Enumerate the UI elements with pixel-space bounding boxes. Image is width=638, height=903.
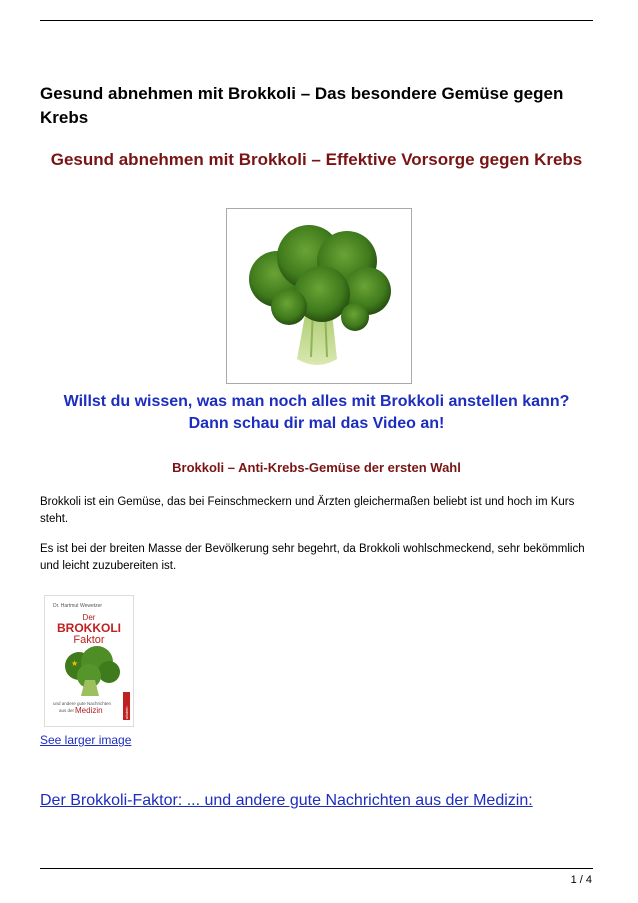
broccoli-photo	[226, 208, 412, 384]
page-number: 1 / 4	[570, 874, 592, 886]
book-title-link[interactable]: Der Brokkoli-Faktor: ... und andere gute Nachrichten aus der Medizin:	[40, 792, 533, 809]
video-cta-line-1: Willst du wissen, was man noch alles mit Brokkoli anstellen kann?	[63, 393, 570, 410]
book-cover	[45, 596, 133, 726]
star-icon: ★	[71, 659, 79, 668]
paragraph-2: Es ist bei der breiten Masse der Bevölkerung sehr begehrt, da Brokkoli wohlschmeckend, sehr bekömmlich und leicht zuzubereiten ist.	[40, 543, 585, 572]
see-larger-image-link[interactable]: See larger image	[40, 733, 132, 747]
broccoli-image	[227, 209, 411, 383]
book-title-line-1: Der	[82, 613, 96, 622]
book-tagline-line-1: und andere gute Nachrichten	[53, 701, 112, 706]
book-title-line-3: Faktor	[73, 634, 105, 646]
header-rule	[40, 20, 593, 21]
video-call-to-action	[40, 391, 593, 435]
book-tagline-line-3: Medizin	[75, 706, 103, 715]
paragraph-1: Brokkoli ist ein Gemüse, das bei Feinschmeckern und Ärzten gleichermaßen beliebt ist und hoch im Kurs steht.	[40, 496, 575, 525]
book-cover-image[interactable]	[44, 595, 134, 727]
page-title: Gesund abnehmen mit Brokkoli – Das besondere Gemüse gegen Krebs	[40, 84, 564, 127]
page-subtitle: Gesund abnehmen mit Brokkoli – Effektive Vorsorge gegen Krebs	[50, 150, 583, 169]
book-publisher: ullstein	[124, 706, 129, 719]
section-heading: Brokkoli – Anti-Krebs-Gemüse der ersten Wahl	[172, 460, 461, 475]
book-author: Dr. Hartmut Wewetzer	[53, 603, 103, 609]
video-cta-line-2: Dann schau dir mal das Video an!	[188, 415, 445, 432]
footer-rule	[40, 868, 593, 869]
book-title-line-2: BROKKOLI	[57, 621, 121, 635]
book-tagline-line-2: aus der	[59, 708, 75, 713]
